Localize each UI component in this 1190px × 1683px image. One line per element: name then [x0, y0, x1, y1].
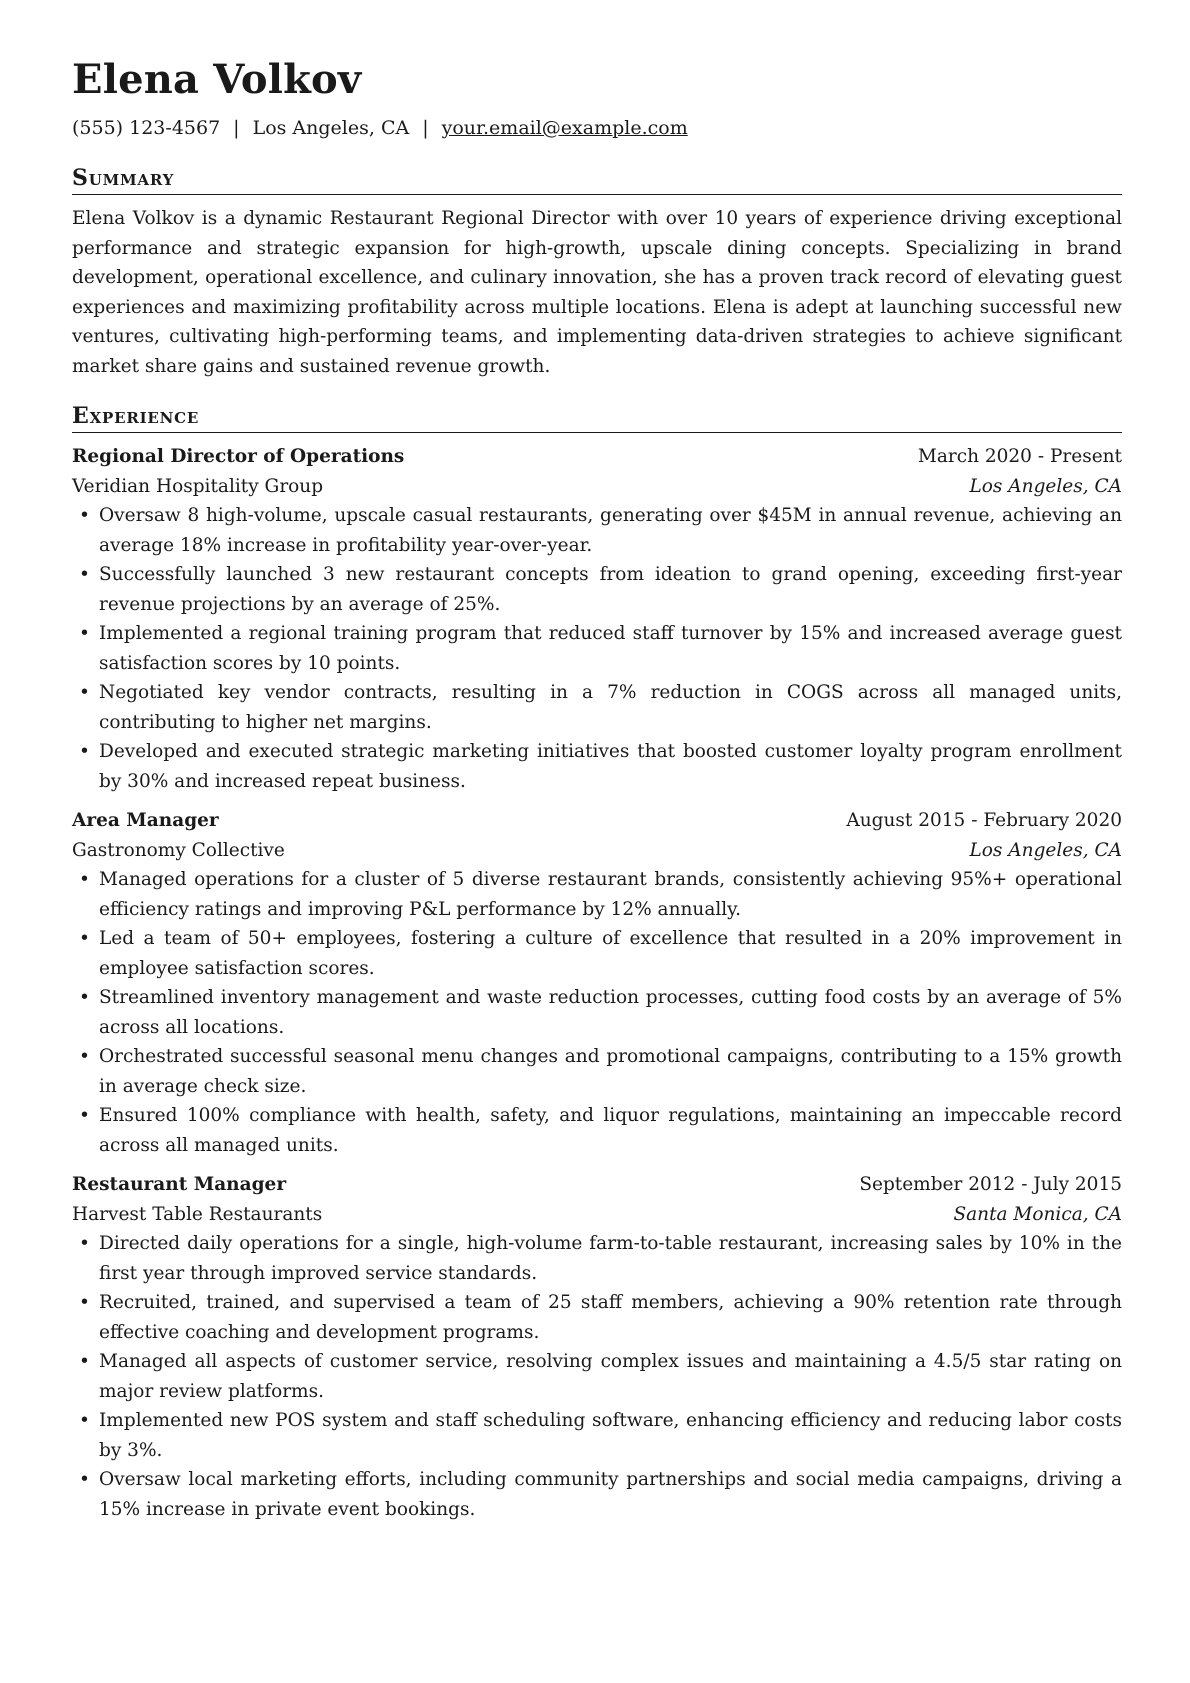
- job-title: Regional Director of Operations: [72, 446, 405, 468]
- bullet-item: • Negotiated key vendor contracts, resulting in a 7% reduction in COGS across all managed units, contributing to higher net margins.: [72, 678, 1122, 737]
- job-subheader: [72, 1200, 1122, 1230]
- contact-line: [72, 116, 1122, 141]
- bullet-item: • Managed all aspects of customer service, resolving complex issues and maintaining a 4.5/5 star rating on major review platforms.: [72, 1347, 1122, 1406]
- email-link[interactable]: your.email@example.com: [441, 117, 688, 139]
- job-company: Gastronomy Collective: [72, 839, 285, 861]
- bullet-item: • Implemented a regional training program that reduced staff turnover by 15% and increased average guest satisfaction scores by 10 points.: [72, 619, 1122, 678]
- summary-heading: Summary: [72, 165, 1122, 195]
- resume-page: [72, 58, 1122, 1534]
- bullet-item: • Led a team of 50+ employees, fostering a culture of excellence that resulted in a 20% improvement in employee satisfaction scores.: [72, 924, 1122, 983]
- bullet-item: • Directed daily operations for a single, high-volume farm-to-table restaurant, increasing sales by 10% in the first year through improved service standards.: [72, 1229, 1122, 1288]
- job-bullets: [72, 865, 1122, 1160]
- bullet-item: • Successfully launched 3 new restaurant concepts from ideation to grand opening, exceeding first-year revenue projections by an average of 25%.: [72, 560, 1122, 619]
- job-dates: September 2012 - July 2015: [859, 1174, 1122, 1196]
- job-company: Harvest Table Restaurants: [72, 1203, 323, 1225]
- bullet-item: • Oversaw 8 high-volume, upscale casual restaurants, generating over $45M in annual revenue, achieving an average 18% increase in profitability year-over-year.: [72, 501, 1122, 560]
- contact-separator: |: [233, 117, 240, 139]
- bullet-item: • Managed operations for a cluster of 5 diverse restaurant brands, consistently achieving 95%+ operational efficiency ratings and improving P&L performance by 12% annually.: [72, 865, 1122, 924]
- job-entry: [72, 1170, 1122, 1524]
- job-bullets: [72, 501, 1122, 796]
- job-header: [72, 1170, 1122, 1200]
- bullet-item: • Ensured 100% compliance with health, safety, and liquor regulations, maintaining an impeccable record across all managed units.: [72, 1101, 1122, 1160]
- bullet-item: • Oversaw local marketing efforts, including community partnerships and social media campaigns, driving a 15% increase in private event bookings.: [72, 1465, 1122, 1524]
- job-title: Area Manager: [72, 810, 219, 832]
- job-dates: March 2020 - Present: [917, 446, 1122, 468]
- bullet-item: • Recruited, trained, and supervised a team of 25 staff members, achieving a 90% retention rate through effective coaching and development programs.: [72, 1288, 1122, 1347]
- candidate-name: Elena Volkov: [72, 56, 362, 103]
- contact-separator: |: [422, 117, 429, 139]
- job-location: Santa Monica, CA: [953, 1203, 1122, 1225]
- bullet-item: • Developed and executed strategic marketing initiatives that boosted customer loyalty program enrollment by 30% and increased repeat business.: [72, 737, 1122, 796]
- experience-heading: Experience: [72, 403, 1122, 433]
- phone-number: (555) 123-4567: [72, 117, 221, 139]
- job-bullets: [72, 1229, 1122, 1524]
- job-dates: August 2015 - February 2020: [846, 810, 1122, 832]
- summary-text: Elena Volkov is a dynamic Restaurant Regional Director with over 10 years of experience driving exceptional performance and strategic expansion for high-growth, upscale dining concepts. Specializing in brand development, operational excellence, and culinary innovation, she has a proven track record of elevating guest experiences and maximizing profitability across multiple locations. Elena is adept at launching successful new ventures, cultivating high-performing teams, and implementing data-driven strategies to achieve significant market share gains and sustained revenue growth.: [72, 208, 1122, 377]
- job-header: [72, 442, 1122, 472]
- bullet-item: • Implemented new POS system and staff scheduling software, enhancing efficiency and reducing labor costs by 3%.: [72, 1406, 1122, 1465]
- bullet-item: • Streamlined inventory management and waste reduction processes, cutting food costs by an average of 5% across all locations.: [72, 983, 1122, 1042]
- job-entry: [72, 806, 1122, 1160]
- job-company: Veridian Hospitality Group: [72, 475, 324, 497]
- job-subheader: [72, 836, 1122, 866]
- job-location: Los Angeles, CA: [969, 475, 1122, 497]
- job-subheader: [72, 472, 1122, 502]
- job-header: [72, 806, 1122, 836]
- contact-location: Los Angeles, CA: [252, 117, 410, 139]
- bullet-item: • Orchestrated successful seasonal menu changes and promotional campaigns, contributing to a 15% growth in average check size.: [72, 1042, 1122, 1101]
- job-location: Los Angeles, CA: [969, 839, 1122, 861]
- job-entry: [72, 442, 1122, 796]
- job-title: Restaurant Manager: [72, 1174, 287, 1196]
